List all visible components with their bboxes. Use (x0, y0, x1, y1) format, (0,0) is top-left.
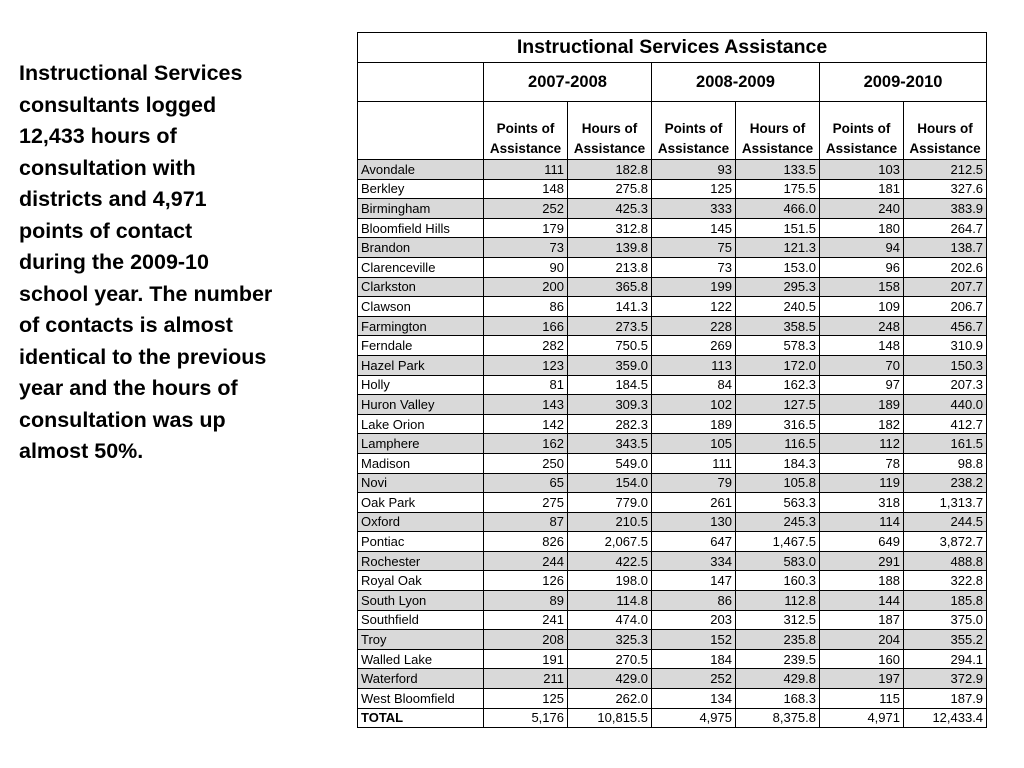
value-cell: 2,067.5 (568, 532, 652, 552)
value-cell: 73 (652, 257, 736, 277)
header-blank (358, 102, 484, 160)
value-cell: 187.9 (904, 689, 987, 709)
value-cell: 70 (820, 355, 904, 375)
table-row (358, 336, 987, 356)
header-text: Hours of (581, 121, 638, 136)
table-row (358, 591, 987, 611)
value-cell: 133.5 (736, 160, 820, 180)
summary-line: school year. The number (19, 281, 273, 306)
value-cell: 412.7 (904, 414, 987, 434)
table-row (358, 689, 987, 709)
value-cell: 204 (820, 630, 904, 650)
value-cell: 316.5 (736, 414, 820, 434)
value-cell: 359.0 (568, 355, 652, 375)
value-cell: 252 (484, 199, 568, 219)
value-cell: 111 (484, 160, 568, 180)
district-name: Waterford (358, 669, 484, 689)
value-cell: 295.3 (736, 277, 820, 297)
value-cell: 647 (652, 532, 736, 552)
value-cell: 456.7 (904, 316, 987, 336)
value-cell: 154.0 (568, 473, 652, 493)
header-text: Assistance (489, 141, 562, 156)
value-cell: 114.8 (568, 591, 652, 611)
value-cell: 202.6 (904, 257, 987, 277)
points-header (652, 102, 736, 160)
table-row (358, 257, 987, 277)
value-cell: 199 (652, 277, 736, 297)
value-cell: 148 (484, 179, 568, 199)
value-cell: 141.3 (568, 297, 652, 317)
value-cell: 488.8 (904, 551, 987, 571)
table-title: Instructional Services Assistance (358, 33, 987, 63)
value-cell: 138.7 (904, 238, 987, 258)
table-row (358, 160, 987, 180)
value-cell: 98.8 (904, 453, 987, 473)
value-cell: 250 (484, 453, 568, 473)
value-cell: 365.8 (568, 277, 652, 297)
district-name: TOTAL (358, 708, 484, 728)
value-cell: 97 (820, 375, 904, 395)
year-header: 2009-2010 (820, 63, 987, 102)
header-text: Points of (496, 121, 555, 136)
value-cell: 161.5 (904, 434, 987, 454)
value-cell: 189 (652, 414, 736, 434)
value-cell: 474.0 (568, 610, 652, 630)
value-cell: 269 (652, 336, 736, 356)
summary-line: identical to the previous (19, 344, 267, 369)
value-cell: 245.3 (736, 512, 820, 532)
table-row (358, 375, 987, 395)
summary-line: 12,433 hours of (19, 124, 177, 148)
value-cell: 358.5 (736, 316, 820, 336)
value-cell: 180 (820, 218, 904, 238)
value-cell: 262.0 (568, 689, 652, 709)
value-cell: 210.5 (568, 512, 652, 532)
district-name: Farmington (358, 316, 484, 336)
value-cell: 383.9 (904, 199, 987, 219)
value-cell: 114 (820, 512, 904, 532)
table-row (358, 218, 987, 238)
value-cell: 184 (652, 649, 736, 669)
district-name: Southfield (358, 610, 484, 630)
value-cell: 248 (820, 316, 904, 336)
district-name: Pontiac (358, 532, 484, 552)
district-name: Clarenceville (358, 257, 484, 277)
table-row (358, 414, 987, 434)
district-name: Rochester (358, 551, 484, 571)
value-cell: 208 (484, 630, 568, 650)
value-cell: 125 (652, 179, 736, 199)
total-row (358, 708, 987, 728)
value-cell: 238.2 (904, 473, 987, 493)
value-cell: 1,313.7 (904, 493, 987, 513)
header-text: Assistance (909, 141, 981, 156)
value-cell: 152 (652, 630, 736, 650)
district-name: Brandon (358, 238, 484, 258)
value-cell: 86 (484, 297, 568, 317)
value-cell: 122 (652, 297, 736, 317)
value-cell: 79 (652, 473, 736, 493)
value-cell: 203 (652, 610, 736, 630)
summary-line: consultation with (19, 155, 196, 180)
value-cell: 583.0 (736, 551, 820, 571)
header-text: Hours of (749, 121, 806, 136)
value-cell: 241 (484, 610, 568, 630)
district-name: Troy (358, 630, 484, 650)
value-cell: 191 (484, 649, 568, 669)
summary-line: districts and 4,971 (19, 187, 207, 211)
table-row (358, 630, 987, 650)
value-cell: 466.0 (736, 199, 820, 219)
table-row (358, 493, 987, 513)
district-name: Lake Orion (358, 414, 484, 434)
district-name: Bloomfield Hills (358, 218, 484, 238)
header-text: Points of (832, 121, 891, 136)
value-cell: 275 (484, 493, 568, 513)
district-name: Madison (358, 453, 484, 473)
value-cell: 86 (652, 591, 736, 611)
value-cell: 184.5 (568, 375, 652, 395)
value-cell: 75 (652, 238, 736, 258)
value-cell: 145 (652, 218, 736, 238)
table-row (358, 355, 987, 375)
table-row (358, 316, 987, 336)
value-cell: 126 (484, 571, 568, 591)
district-name: Novi (358, 473, 484, 493)
value-cell: 172.0 (736, 355, 820, 375)
district-name: Huron Valley (358, 395, 484, 415)
summary-line: of contacts is almost (19, 313, 233, 337)
value-cell: 184.3 (736, 453, 820, 473)
value-cell: 81 (484, 375, 568, 395)
value-cell: 139.8 (568, 238, 652, 258)
table-row (358, 238, 987, 258)
table-row (358, 395, 987, 415)
district-name: Birmingham (358, 199, 484, 219)
district-name: West Bloomfield (358, 689, 484, 709)
value-cell: 322.8 (904, 571, 987, 591)
district-name: Royal Oak (358, 571, 484, 591)
table-row (358, 179, 987, 199)
district-name: South Lyon (358, 591, 484, 611)
value-cell: 134 (652, 689, 736, 709)
value-cell: 261 (652, 493, 736, 513)
table-row (358, 551, 987, 571)
district-name: Clarkston (358, 277, 484, 297)
value-cell: 158 (820, 277, 904, 297)
value-cell: 4,975 (652, 708, 736, 728)
value-cell: 264.7 (904, 218, 987, 238)
district-name: Hazel Park (358, 355, 484, 375)
summary-text (19, 58, 339, 468)
value-cell: 87 (484, 512, 568, 532)
table-row (358, 277, 987, 297)
value-cell: 182.8 (568, 160, 652, 180)
value-cell: 440.0 (904, 395, 987, 415)
value-cell: 112.8 (736, 591, 820, 611)
value-cell: 143 (484, 395, 568, 415)
value-cell: 239.5 (736, 649, 820, 669)
header-text: Hours of (917, 121, 973, 136)
value-cell: 325.3 (568, 630, 652, 650)
value-cell: 244.5 (904, 512, 987, 532)
value-cell: 179 (484, 218, 568, 238)
value-cell: 166 (484, 316, 568, 336)
value-cell: 291 (820, 551, 904, 571)
value-cell: 312.8 (568, 218, 652, 238)
value-cell: 252 (652, 669, 736, 689)
value-cell: 206.7 (904, 297, 987, 317)
value-cell: 355.2 (904, 630, 987, 650)
value-cell: 334 (652, 551, 736, 571)
table-row (358, 571, 987, 591)
district-name: Avondale (358, 160, 484, 180)
value-cell: 549.0 (568, 453, 652, 473)
summary-line: Instructional Services (19, 61, 243, 85)
value-cell: 212.5 (904, 160, 987, 180)
year-header: 2007-2008 (484, 63, 652, 102)
value-cell: 160 (820, 649, 904, 669)
value-cell: 327.6 (904, 179, 987, 199)
value-cell: 270.5 (568, 649, 652, 669)
points-header (820, 102, 904, 160)
value-cell: 197 (820, 669, 904, 689)
summary-line: consultants logged (19, 92, 217, 117)
value-cell: 343.5 (568, 434, 652, 454)
value-cell: 168.3 (736, 689, 820, 709)
hours-header (736, 102, 820, 160)
value-cell: 121.3 (736, 238, 820, 258)
value-cell: 207.3 (904, 375, 987, 395)
table-row (358, 434, 987, 454)
value-cell: 153.0 (736, 257, 820, 277)
value-cell: 235.8 (736, 630, 820, 650)
value-cell: 213.8 (568, 257, 652, 277)
header-blank (358, 63, 484, 102)
value-cell: 273.5 (568, 316, 652, 336)
value-cell: 162 (484, 434, 568, 454)
value-cell: 102 (652, 395, 736, 415)
value-cell: 109 (820, 297, 904, 317)
district-name: Walled Lake (358, 649, 484, 669)
header-text: Points of (664, 121, 723, 136)
value-cell: 372.9 (904, 669, 987, 689)
table-row (358, 532, 987, 552)
assistance-table (357, 32, 987, 728)
value-cell: 189 (820, 395, 904, 415)
header-text: Assistance (573, 141, 646, 156)
value-cell: 182 (820, 414, 904, 434)
value-cell: 147 (652, 571, 736, 591)
value-cell: 127.5 (736, 395, 820, 415)
value-cell: 375.0 (904, 610, 987, 630)
summary-line: almost 50%. (19, 439, 144, 463)
value-cell: 84 (652, 375, 736, 395)
value-cell: 96 (820, 257, 904, 277)
table-row (358, 610, 987, 630)
value-cell: 65 (484, 473, 568, 493)
value-cell: 12,433.4 (904, 708, 987, 728)
value-cell: 73 (484, 238, 568, 258)
value-cell: 826 (484, 532, 568, 552)
value-cell: 93 (652, 160, 736, 180)
value-cell: 211 (484, 669, 568, 689)
value-cell: 425.3 (568, 199, 652, 219)
value-cell: 294.1 (904, 649, 987, 669)
value-cell: 422.5 (568, 551, 652, 571)
value-cell: 10,815.5 (568, 708, 652, 728)
value-cell: 429.0 (568, 669, 652, 689)
summary-line: year and the hours of (19, 376, 238, 400)
table-row (358, 649, 987, 669)
value-cell: 150.3 (904, 355, 987, 375)
hours-header (568, 102, 652, 160)
value-cell: 123 (484, 355, 568, 375)
value-cell: 142 (484, 414, 568, 434)
district-name: Berkley (358, 179, 484, 199)
value-cell: 282 (484, 336, 568, 356)
value-cell: 188 (820, 571, 904, 591)
table-row (358, 199, 987, 219)
value-cell: 240.5 (736, 297, 820, 317)
value-cell: 207.7 (904, 277, 987, 297)
value-cell: 181 (820, 179, 904, 199)
value-cell: 8,375.8 (736, 708, 820, 728)
value-cell: 244 (484, 551, 568, 571)
value-cell: 113 (652, 355, 736, 375)
value-cell: 90 (484, 257, 568, 277)
value-cell: 779.0 (568, 493, 652, 513)
district-name: Holly (358, 375, 484, 395)
value-cell: 162.3 (736, 375, 820, 395)
value-cell: 148 (820, 336, 904, 356)
value-cell: 105.8 (736, 473, 820, 493)
year-header: 2008-2009 (652, 63, 820, 102)
value-cell: 144 (820, 591, 904, 611)
table-row (358, 297, 987, 317)
summary-line: consultation was up (19, 407, 226, 432)
value-cell: 185.8 (904, 591, 987, 611)
value-cell: 309.3 (568, 395, 652, 415)
summary-line: points of contact (19, 218, 193, 243)
hours-header (904, 102, 987, 160)
value-cell: 125 (484, 689, 568, 709)
value-cell: 160.3 (736, 571, 820, 591)
value-cell: 94 (820, 238, 904, 258)
value-cell: 649 (820, 532, 904, 552)
value-cell: 111 (652, 453, 736, 473)
value-cell: 4,971 (820, 708, 904, 728)
value-cell: 282.3 (568, 414, 652, 434)
value-cell: 240 (820, 199, 904, 219)
value-cell: 578.3 (736, 336, 820, 356)
value-cell: 105 (652, 434, 736, 454)
value-cell: 333 (652, 199, 736, 219)
value-cell: 130 (652, 512, 736, 532)
value-cell: 115 (820, 689, 904, 709)
value-cell: 187 (820, 610, 904, 630)
value-cell: 228 (652, 316, 736, 336)
value-cell: 312.5 (736, 610, 820, 630)
value-cell: 318 (820, 493, 904, 513)
points-header (484, 102, 568, 160)
value-cell: 1,467.5 (736, 532, 820, 552)
value-cell: 151.5 (736, 218, 820, 238)
value-cell: 200 (484, 277, 568, 297)
header-text: Assistance (741, 141, 814, 156)
value-cell: 275.8 (568, 179, 652, 199)
value-cell: 175.5 (736, 179, 820, 199)
header-text: Assistance (657, 141, 730, 156)
value-cell: 103 (820, 160, 904, 180)
value-cell: 750.5 (568, 336, 652, 356)
value-cell: 119 (820, 473, 904, 493)
district-name: Lamphere (358, 434, 484, 454)
value-cell: 3,872.7 (904, 532, 987, 552)
district-name: Oxford (358, 512, 484, 532)
value-cell: 310.9 (904, 336, 987, 356)
table-row (358, 669, 987, 689)
value-cell: 198.0 (568, 571, 652, 591)
value-cell: 116.5 (736, 434, 820, 454)
summary-line: during the 2009-10 (19, 250, 209, 274)
table-row (358, 512, 987, 532)
value-cell: 5,176 (484, 708, 568, 728)
value-cell: 112 (820, 434, 904, 454)
value-cell: 78 (820, 453, 904, 473)
value-cell: 89 (484, 591, 568, 611)
district-name: Clawson (358, 297, 484, 317)
header-text: Assistance (825, 141, 898, 156)
district-name: Oak Park (358, 493, 484, 513)
table-row (358, 473, 987, 493)
table-row (358, 453, 987, 473)
value-cell: 429.8 (736, 669, 820, 689)
district-name: Ferndale (358, 336, 484, 356)
value-cell: 563.3 (736, 493, 820, 513)
